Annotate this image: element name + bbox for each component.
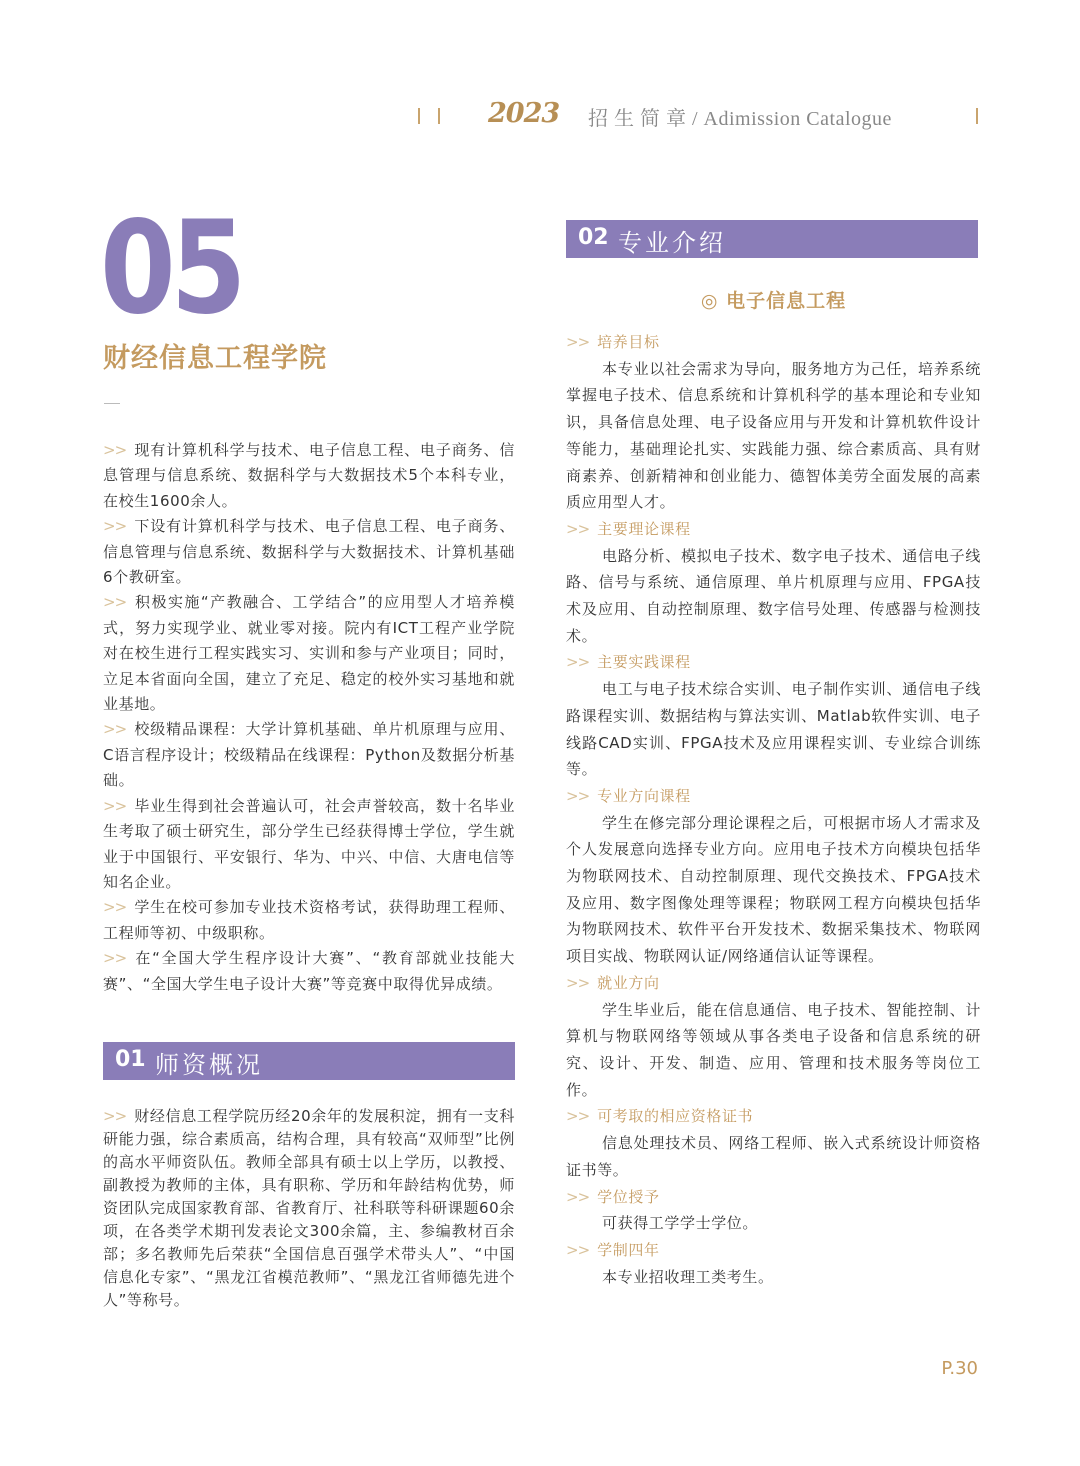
year-logo: 2023 — [488, 98, 560, 129]
overview-item: >> 现有计算机科学与技术、电子信息工程、电子商务、信息管理与信息系统、数据科学与大数据技术5个本科专业，在校生1600余人。 — [103, 441, 515, 510]
section-heading: >> 就业方向 — [566, 973, 660, 992]
section-body: 学生在修完部分理论课程之后，可根据市场人才需求及个人发展意向选择专业方向。应用电子技术方向模块包括华为物联网技术、自动控制原理、现代交换技术、FPGA技术及应用、数字图像处理等课程；物联网工程方向模块包括华为物联网技术、软件平台开发技术、数据采集技术、物联网项目实战、物联网认证/网络通信认证等课程。 — [566, 813, 981, 966]
divider — [418, 108, 420, 124]
arrow-icon: >> — [566, 973, 590, 992]
section-heading: >> 培养目标 — [566, 333, 660, 351]
section-banner-faculty: 01 师资概况 — [103, 1042, 515, 1080]
arrow-icon: >> — [103, 898, 127, 917]
divider — [104, 403, 120, 404]
overview-item: >> 校级精品课程：大学计算机基础、单片机原理与应用、C语言程序设计；校级精品在线课程：Python及数据分析基础。 — [103, 720, 515, 790]
faculty-text: >> 财经信息工程学院历经20余年的发展积淀，拥有一支科研能力强，综合素质高，结构合理，具有较高“双师型”比例的高水平师资队伍。教师全部具有硕士以上学历，以教授、副教授为教师的主体，具有职称、学历和年龄结构优势，师资团队完成国家教育部、省教育厅、社科联等科研课题60余项，在各类学术期刊发表论文300余篇，主、参编教材百余部；多名教师先后荣获“全国信息百强学术带头人”、“中国信息化专家”、“黑龙江省模范教师”、“黑龙江省师德先进个人”等称号。 — [103, 1107, 515, 1309]
arrow-icon: >> — [566, 1240, 590, 1259]
college-name: 财经信息工程学院 — [103, 343, 327, 374]
arrow-icon: >> — [103, 720, 127, 739]
overview-item: >> 在“全国大学生程序设计大赛”、“教育部就业技能大赛”、“全国大学生电子设计大赛”等竞赛中取得优异成绩。 — [103, 949, 515, 993]
overview-list — [103, 438, 515, 997]
arrow-icon: >> — [103, 517, 127, 536]
major-sections — [566, 329, 981, 1290]
section-body: 本专业招收理工类考生。 — [602, 1267, 774, 1286]
arrow-icon: >> — [103, 949, 127, 968]
arrow-icon: >> — [566, 1187, 590, 1206]
catalogue-title: 招 生 简 章 / Adimission Catalogue — [588, 108, 892, 130]
arrow-icon: >> — [103, 593, 127, 612]
section-body: 本专业以社会需求为导向，服务地方为己任，培养系统掌握电子技术、信息系统和计算机科学的基本理论和专业知识，具备信息处理、电子设备应用与开发和计算机软件设计等能力，基础理论扎实、实践能力强、综合素质高、具有财商素养、创新精神和创业能力、德智体美劳全面发展的高素质应用型人才。 — [566, 359, 981, 512]
arrow-icon: >> — [103, 441, 127, 459]
college-number: 05 — [100, 194, 242, 343]
section-body: 可获得工学学士学位。 — [602, 1214, 759, 1233]
arrow-icon: >> — [566, 519, 590, 538]
overview-item: >> 积极实施“产教融合、工学结合”的应用型人才培养模式，努力实现学业、就业零对接。院内有ICT工程产业学院对在校生进行工程实践实习、实训和参与产业项目；同时，立足本省面向全国，建立了充足、稳定的校外实习基地和就业基地。 — [103, 593, 515, 714]
arrow-icon: >> — [103, 1107, 127, 1125]
section-heading: >> 学位授予 — [566, 1187, 660, 1206]
page-number: P.30 — [941, 1358, 978, 1379]
major-title: ◎ 电子信息工程 — [700, 290, 847, 312]
arrow-icon: >> — [566, 786, 590, 805]
divider — [976, 108, 978, 124]
arrow-icon: >> — [103, 796, 127, 815]
section-body: 电路分析、模拟电子技术、数字电子技术、通信电子线路、信号与系统、通信原理、单片机原理与应用、FPGA技术及应用、自动控制原理、数字信号处理、传感器与检测技术。 — [566, 546, 981, 645]
section-body: 电工与电子技术综合实训、电子制作实训、通信电子线路课程实训、数据结构与算法实训、Matlab软件实训、电子线路CAD实训、FPGA技术及应用课程实训、专业综合训练等。 — [566, 680, 981, 779]
section-body: 学生毕业后，能在信息通信、电子技术、智能控制、计算机与物联网络等领域从事各类电子设备和信息系统的研究、设计、开发、制造、应用、管理和技术服务等岗位工作。 — [566, 1000, 981, 1099]
section-heading: >> 主要实践课程 — [566, 653, 691, 672]
arrow-icon: >> — [566, 1107, 590, 1126]
arrow-icon: >> — [566, 333, 590, 351]
section-heading: >> 主要理论课程 — [566, 519, 691, 538]
section-heading: >> 可考取的相应资格证书 — [566, 1107, 754, 1126]
overview-item: >> 下设有计算机科学与技术、电子信息工程、电子商务、信息管理与信息系统、数据科学与大数据技术、计算机基础6个教研室。 — [103, 517, 515, 587]
overview-item: >> 学生在校可参加专业技术资格考试，获得助理工程师、工程师等初、中级职称。 — [103, 898, 515, 942]
page-header — [410, 100, 990, 134]
section-heading: >> 学制四年 — [566, 1240, 660, 1259]
section-heading: >> 专业方向课程 — [566, 786, 691, 805]
section-body: 信息处理技术员、网络工程师、嵌入式系统设计师资格证书等。 — [566, 1134, 981, 1179]
overview-item: >> 毕业生得到社会普遍认可，社会声誉较高，数十名毕业生考取了硕士研究生，部分学生已经获得博士学位，学生就业于中国银行、平安银行、华为、中兴、中信、大唐电信等知名企业。 — [103, 796, 515, 891]
arrow-icon: >> — [566, 653, 590, 672]
divider — [438, 108, 440, 124]
section-banner-majors: 02 专业介绍 — [566, 220, 978, 258]
